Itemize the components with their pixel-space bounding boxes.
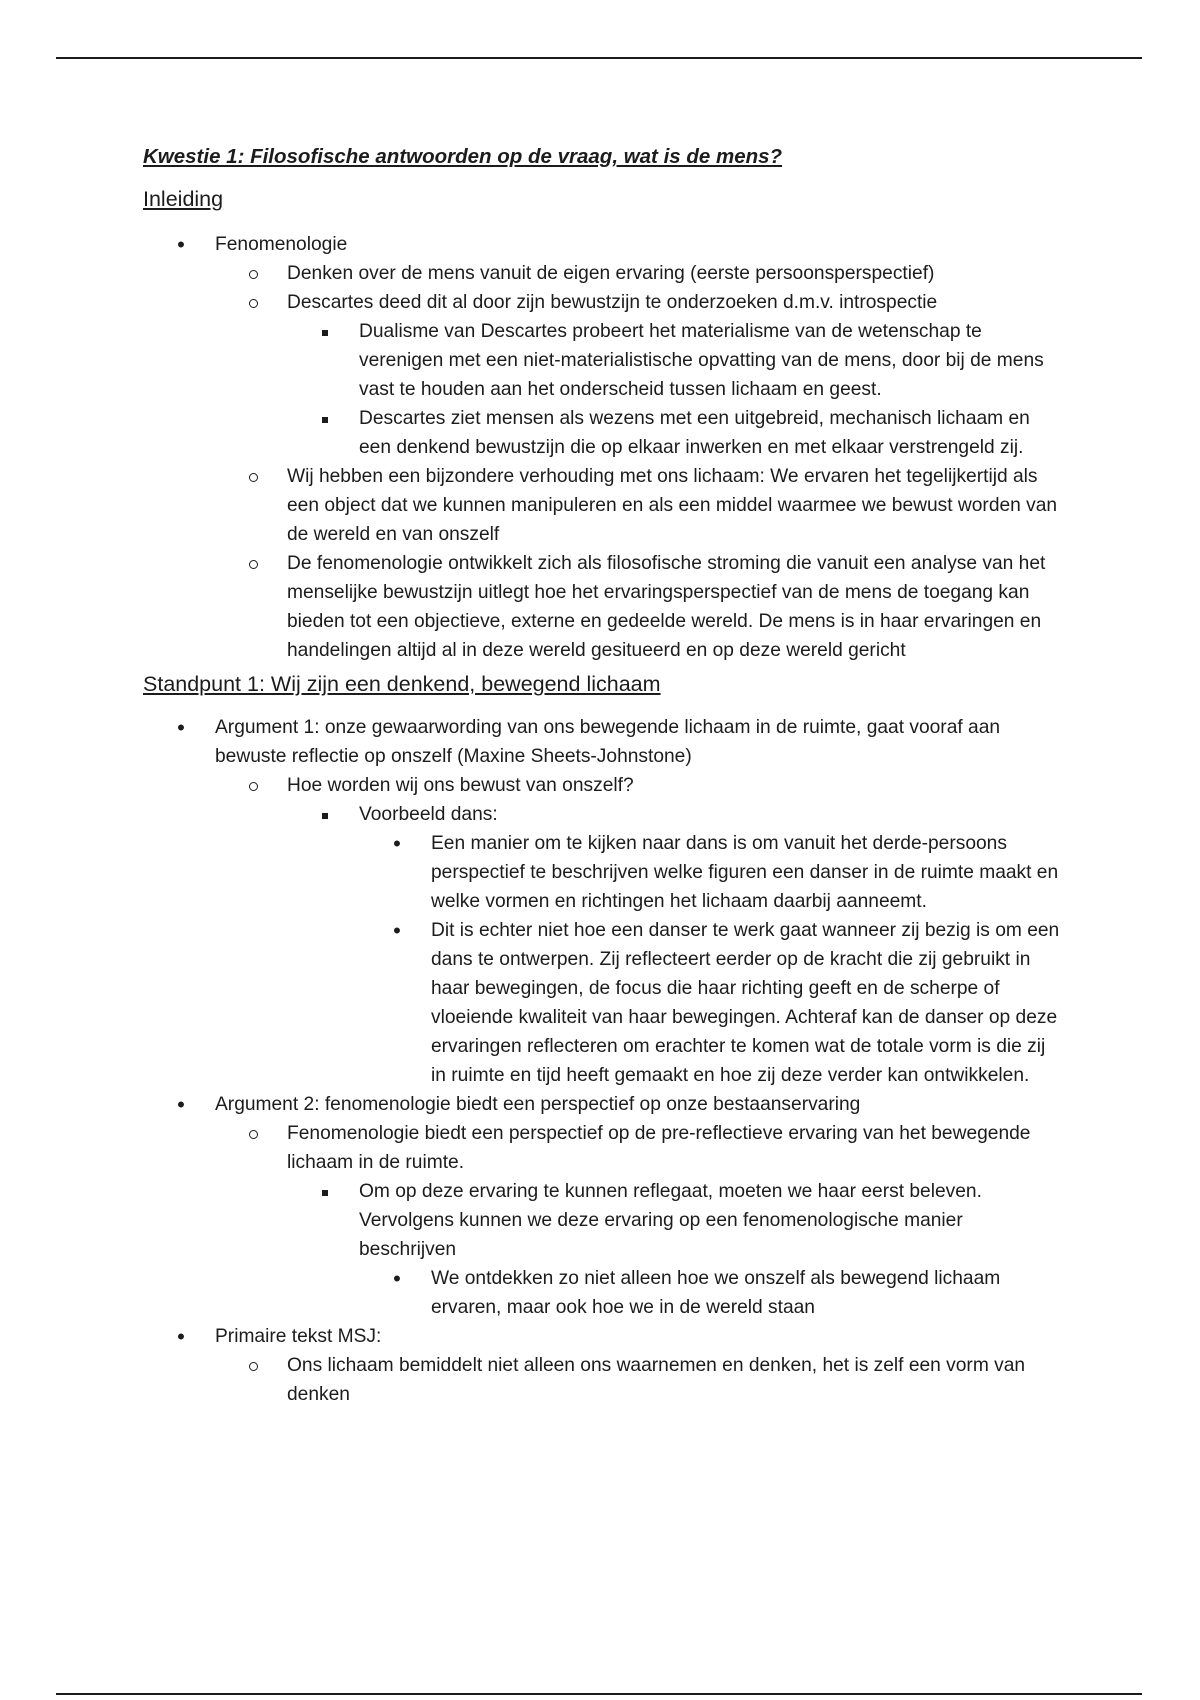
list-item xyxy=(215,462,1063,549)
list-item xyxy=(359,1264,1063,1322)
list-item xyxy=(143,713,1063,1090)
list-item-text: De fenomenologie ontwikkelt zich als filosofische stroming die vanuit een analyse van het menselijke bewustzijn uitlegt hoe het ervaringsperspectief van de mens de toegang kan bieden tot een objectieve, externe en gedeelde wereld. De mens is in haar ervaringen en handelingen altijd al in deze wereld gesitueerd en op deze wereld gericht xyxy=(287,553,1046,661)
section-heading: Inleiding xyxy=(143,187,224,211)
list-item xyxy=(215,1119,1063,1322)
bullet-marker-icon xyxy=(243,771,263,801)
list-item-text: Dit is echter niet hoe een danser te werk gaat wanneer zij bezig is om een dans te ontwerpen. Zij reflecteert eerder op de kracht die zij gebruikt in haar bewegingen, de focus die haar richting geeft en de scherpe of vloeiende kwaliteit van haar bewegingen. Achteraf kan de danser op deze ervaringen reflecteren om erachter te komen wat de totale vorm is die zij in ruimte en tijd heeft gemaakt en hoe zij deze verder kan ontwikkelen. xyxy=(431,920,1060,1086)
bullet-marker-icon xyxy=(171,230,191,262)
bullet-list-level-3 xyxy=(287,1177,1063,1322)
bullet-marker-icon xyxy=(171,1322,191,1354)
bullet-marker-icon xyxy=(315,317,335,346)
document-body xyxy=(143,142,1063,1409)
bullet-marker-icon xyxy=(387,916,407,948)
list-item xyxy=(359,916,1063,1090)
bullet-marker-icon xyxy=(171,1090,191,1122)
list-item-text: Voorbeeld dans: xyxy=(359,804,498,825)
bullet-list-level-1 xyxy=(143,230,1063,665)
bullet-marker-icon xyxy=(243,259,263,289)
list-item xyxy=(287,317,1063,404)
list-item-text: Descartes deed dit al door zijn bewustzijn te onderzoeken d.m.v. introspectie xyxy=(287,292,938,313)
list-item-text: Fenomenologie xyxy=(215,234,348,255)
bullet-marker-icon xyxy=(243,462,263,492)
bullet-marker-icon xyxy=(315,800,335,829)
list-item-text: Argument 2: fenomenologie biedt een perspectief op onze bestaanservaring xyxy=(215,1094,861,1115)
bullet-list-level-3 xyxy=(287,317,1063,462)
bullet-list-level-3 xyxy=(287,800,1063,1090)
list-item-text: Een manier om te kijken naar dans is om vanuit het derde-persoons perspectief te beschrijven welke figuren een danser in de ruimte maakt en welke vormen en richtingen het lichaam daarbij aanneemt. xyxy=(431,833,1059,912)
list-item-text: Om op deze ervaring te kunnen reflegaat, moeten we haar eerst beleven. Vervolgens kunnen we deze ervaring op een fenomenologische manier beschrijven xyxy=(359,1181,982,1260)
list-item xyxy=(215,288,1063,462)
footer-rule xyxy=(56,1693,1142,1695)
bullet-marker-icon xyxy=(387,829,407,861)
bullet-marker-icon xyxy=(315,1177,335,1206)
list-item xyxy=(215,771,1063,1090)
list-item-text: Wij hebben een bijzondere verhouding met ons lichaam: We ervaren het tegelijkertijd als een object dat we kunnen manipuleren en als een middel waarmee we bewust worden van de wereld en van onszelf xyxy=(287,466,1058,545)
bullet-marker-icon xyxy=(243,1119,263,1149)
list-item xyxy=(287,404,1063,462)
bullet-list-level-1 xyxy=(143,713,1063,1409)
list-item-text: Descartes ziet mensen als wezens met een uitgebreid, mechanisch lichaam en een denkend bewustzijn die op elkaar inwerken en met elkaar verstrengeld zij. xyxy=(359,408,1030,458)
bullet-marker-icon xyxy=(243,549,263,579)
list-item-text: Fenomenologie biedt een perspectief op de pre-reflectieve ervaring van het bewegende lichaam in de ruimte. xyxy=(287,1123,1031,1173)
bullet-list-level-2 xyxy=(215,771,1063,1090)
bullet-list-level-2 xyxy=(215,1351,1063,1409)
list-item-text: Dualisme van Descartes probeert het materialisme van de wetenschap te verenigen met een niet-materialistische opvatting van de mens, door bij de mens vast te houden aan het onderscheid tussen lichaam en geest. xyxy=(359,321,1044,400)
bullet-marker-icon xyxy=(171,713,191,745)
list-item xyxy=(287,1177,1063,1322)
bullet-marker-icon xyxy=(243,1351,263,1381)
list-item-text: Denken over de mens vanuit de eigen ervaring (eerste persoonsperspectief) xyxy=(287,263,935,284)
list-item-text: Hoe worden wij ons bewust van onszelf? xyxy=(287,775,634,796)
list-item xyxy=(215,1351,1063,1409)
list-item xyxy=(359,829,1063,916)
list-item-text: We ontdekken zo niet alleen hoe we onszelf als bewegend lichaam ervaren, maar ook hoe we in de wereld staan xyxy=(431,1268,1001,1318)
bullet-marker-icon xyxy=(243,288,263,318)
bullet-list-level-2 xyxy=(215,259,1063,665)
bullet-list-level-4 xyxy=(359,1264,1063,1322)
list-item xyxy=(143,230,1063,665)
bullet-list-level-2 xyxy=(215,1119,1063,1322)
bullet-marker-icon xyxy=(315,404,335,433)
sections-container xyxy=(143,184,1063,1409)
list-item-text: Argument 1: onze gewaarwording van ons bewegende lichaam in de ruimte, gaat vooraf aan bewuste reflectie op onszelf (Maxine Sheets-Johnstone) xyxy=(215,717,1001,767)
list-item xyxy=(143,1322,1063,1409)
header-rule xyxy=(56,57,1142,59)
list-item-text: Primaire tekst MSJ: xyxy=(215,1326,382,1347)
page-title: Kwestie 1: Filosofische antwoorden op de vraag, wat is de mens? xyxy=(143,145,783,168)
list-item xyxy=(215,549,1063,665)
section-heading: Standpunt 1: Wij zijn een denkend, bewegend lichaam xyxy=(143,672,661,696)
list-item-text: Ons lichaam bemiddelt niet alleen ons waarnemen en denken, het is zelf een vorm van denken xyxy=(287,1355,1026,1405)
list-item xyxy=(215,259,1063,288)
bullet-list-level-4 xyxy=(359,829,1063,1090)
list-item xyxy=(143,1090,1063,1322)
list-item xyxy=(287,800,1063,1090)
bullet-marker-icon xyxy=(387,1264,407,1296)
